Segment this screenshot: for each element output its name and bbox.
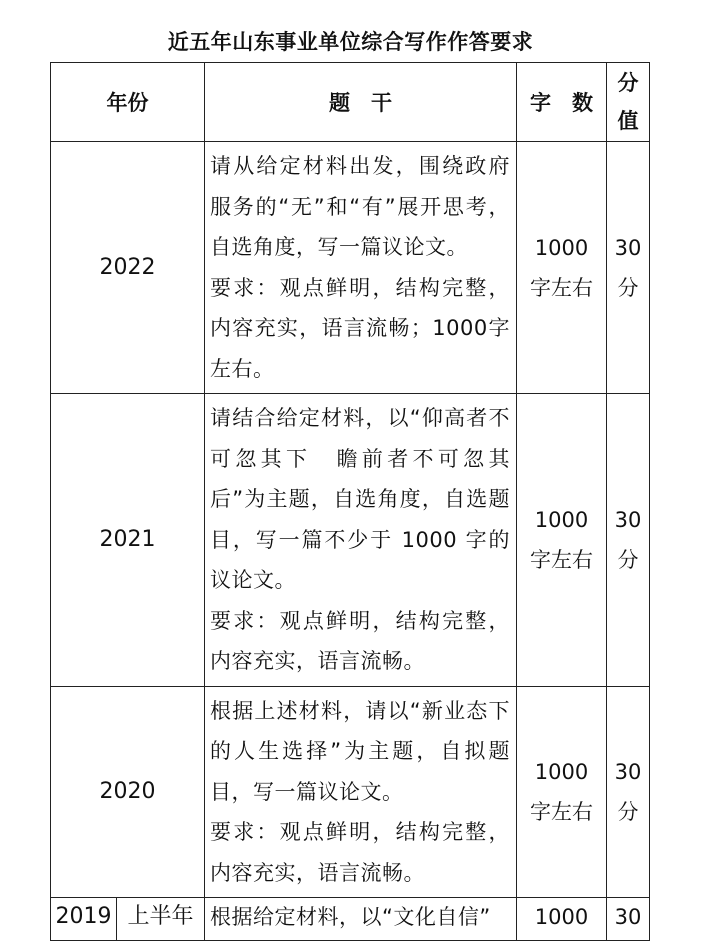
row-points [607,142,650,394]
words-unit: 字左右 [530,275,593,300]
header-year: 年份 [51,63,205,142]
header-points-line1: 分 [617,71,639,95]
header-points [607,63,650,142]
table-row [51,394,650,687]
row-year: 2021 [51,394,205,687]
row-question [205,394,517,687]
row-year: 2020 [51,686,205,898]
row-words [517,142,607,394]
row-year: 2022 [51,142,205,394]
question-text: 请从给定材料出发，围绕政府服务的“无”和“有”展开思考，自选角度，写一篇议论文。 [210,154,510,259]
row-question [205,686,517,898]
row-words [517,686,607,898]
words-number: 1000 [534,235,589,260]
words-unit: 字左右 [530,547,593,572]
row-words: 1000 [517,898,607,941]
question-text: 根据上述材料，请以“新业态下的人生选择”为主题，自拟题目，写一篇议论文。 [210,698,510,804]
points-number: 30 [614,759,642,784]
row-words [517,394,607,687]
row-points [607,686,650,898]
table-header-row [51,63,650,142]
words-unit: 字左右 [530,799,593,824]
row-points [607,394,650,687]
row-points: 30 [607,898,650,941]
header-points-line2: 值 [617,109,639,133]
words-number: 1000 [534,759,589,784]
requirements-table [50,62,650,941]
points-number: 30 [614,507,642,532]
header-question: 题 干 [205,63,517,142]
table-row [51,898,650,941]
requirement-text: 要求：观点鲜明，结构完整，内容充实，语言流畅。 [210,608,510,673]
row-year: 2019 [51,898,117,941]
row-half-year: 上半年 [117,898,205,941]
question-text: 请结合给定材料，以“仰高者不可忽其下 瞻前者不可忽其后”为主题，自选角度，自选题目，写一篇不少于 1000 字的议论文。 [210,406,510,592]
document-title: 近五年山东事业单位综合写作作答要求 [167,30,534,54]
requirement-text: 要求：观点鲜明，结构完整，内容充实，语言流畅；1000字左右。 [210,275,510,381]
table-row [51,686,650,898]
row-question [205,142,517,394]
table-row [51,142,650,394]
points-number: 30 [614,235,642,260]
row-question: 根据给定材料，以“文化自信” [205,898,517,941]
points-unit: 分 [617,799,639,824]
points-unit: 分 [617,547,639,572]
requirement-text: 要求：观点鲜明，结构完整，内容充实，语言流畅。 [210,820,510,885]
header-words: 字 数 [517,63,607,142]
words-number: 1000 [534,507,589,532]
points-unit: 分 [617,275,639,300]
